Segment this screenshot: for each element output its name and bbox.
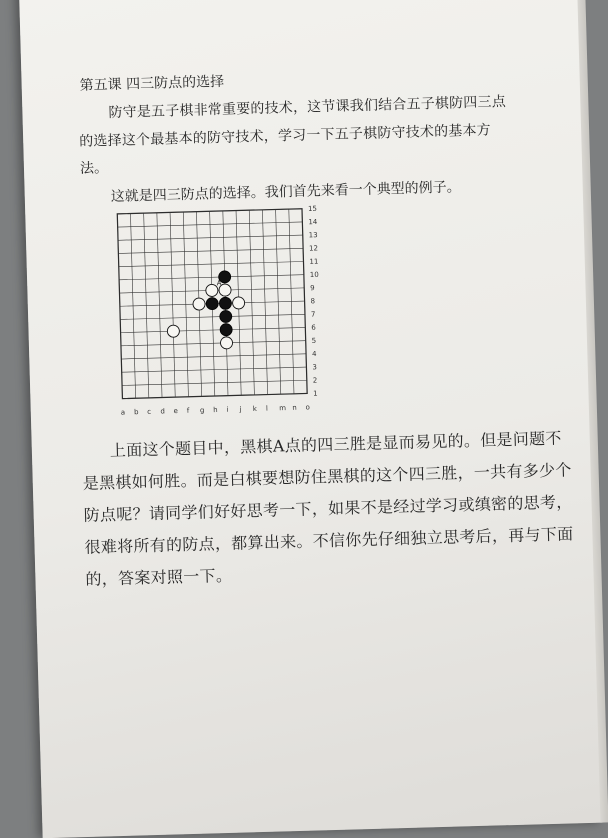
black-stone [220,310,232,322]
book-page [19,0,603,838]
black-stone [206,297,218,309]
column-label: e [173,407,179,416]
intro-line-2: 的选择这个最基本的防守技术，学习一下五子棋防守技术的基本方 [79,122,492,150]
intro-line-1: 防守是五子棋非常重要的技术，这节课我们结合五子棋防四三点 [108,93,507,122]
black-stone [219,297,231,309]
column-label: k [252,404,257,413]
board-stones [166,270,246,350]
point-a-label: A [216,279,222,288]
row-label: 3 [312,363,318,372]
question-line-5: 的，答案对照一下。 [85,565,233,589]
column-label: n [292,403,297,412]
row-label: 2 [312,376,318,385]
question-line-3: 防点呢？请同学们好好思考一下，如果不是经过学习或缜密的思考， [83,492,573,525]
board-column-labels [121,403,310,416]
row-label: 7 [310,310,316,319]
column-label: c [147,407,152,416]
page-edge [577,0,608,823]
column-label: i [226,405,229,414]
board-row-labels [308,205,323,398]
row-label: 13 [308,231,318,240]
gomoku-board-diagram [105,203,360,417]
column-label: j [239,405,242,414]
black-stone [220,324,232,336]
white-stone [167,325,179,337]
column-label: m [279,404,287,413]
example-intro-line: 这就是四三防点的选择。我们首先来看一个典型的例子。 [110,179,461,206]
column-label: b [133,408,139,417]
row-label: 4 [311,350,317,359]
column-label: f [186,406,190,415]
column-label: o [305,403,310,412]
question-line-2: 是黑棋如何胜。而是白棋要想防住黑棋的这个四三胜，一共有多少个 [82,460,572,493]
column-label: d [160,407,165,416]
row-label: 6 [311,323,316,332]
row-label: 10 [309,270,319,280]
column-label: a [120,408,126,417]
white-stone [232,297,244,309]
row-label: 8 [310,297,316,306]
row-label: 11 [309,257,319,266]
column-label: g [199,406,205,415]
row-label: 12 [309,244,319,253]
lesson-title: 第五课 四三防点的选择 [79,73,225,94]
intro-line-3: 法。 [79,160,109,177]
column-label: l [265,404,269,413]
row-label: 9 [310,284,315,293]
row-label: 14 [308,217,318,227]
white-stone [220,337,232,349]
column-label: h [213,405,218,415]
question-line-4: 很难将所有的防点，都算出来。不信你先仔细独立思考后，再与下面 [84,524,574,557]
question-line-1: 上面这个题目中，黑棋A点的四三胜是显而易见的。但是问题不 [109,428,562,461]
white-stone [193,298,205,310]
row-label: 15 [307,204,318,214]
row-label: 5 [311,336,317,345]
row-label: 1 [313,389,318,398]
